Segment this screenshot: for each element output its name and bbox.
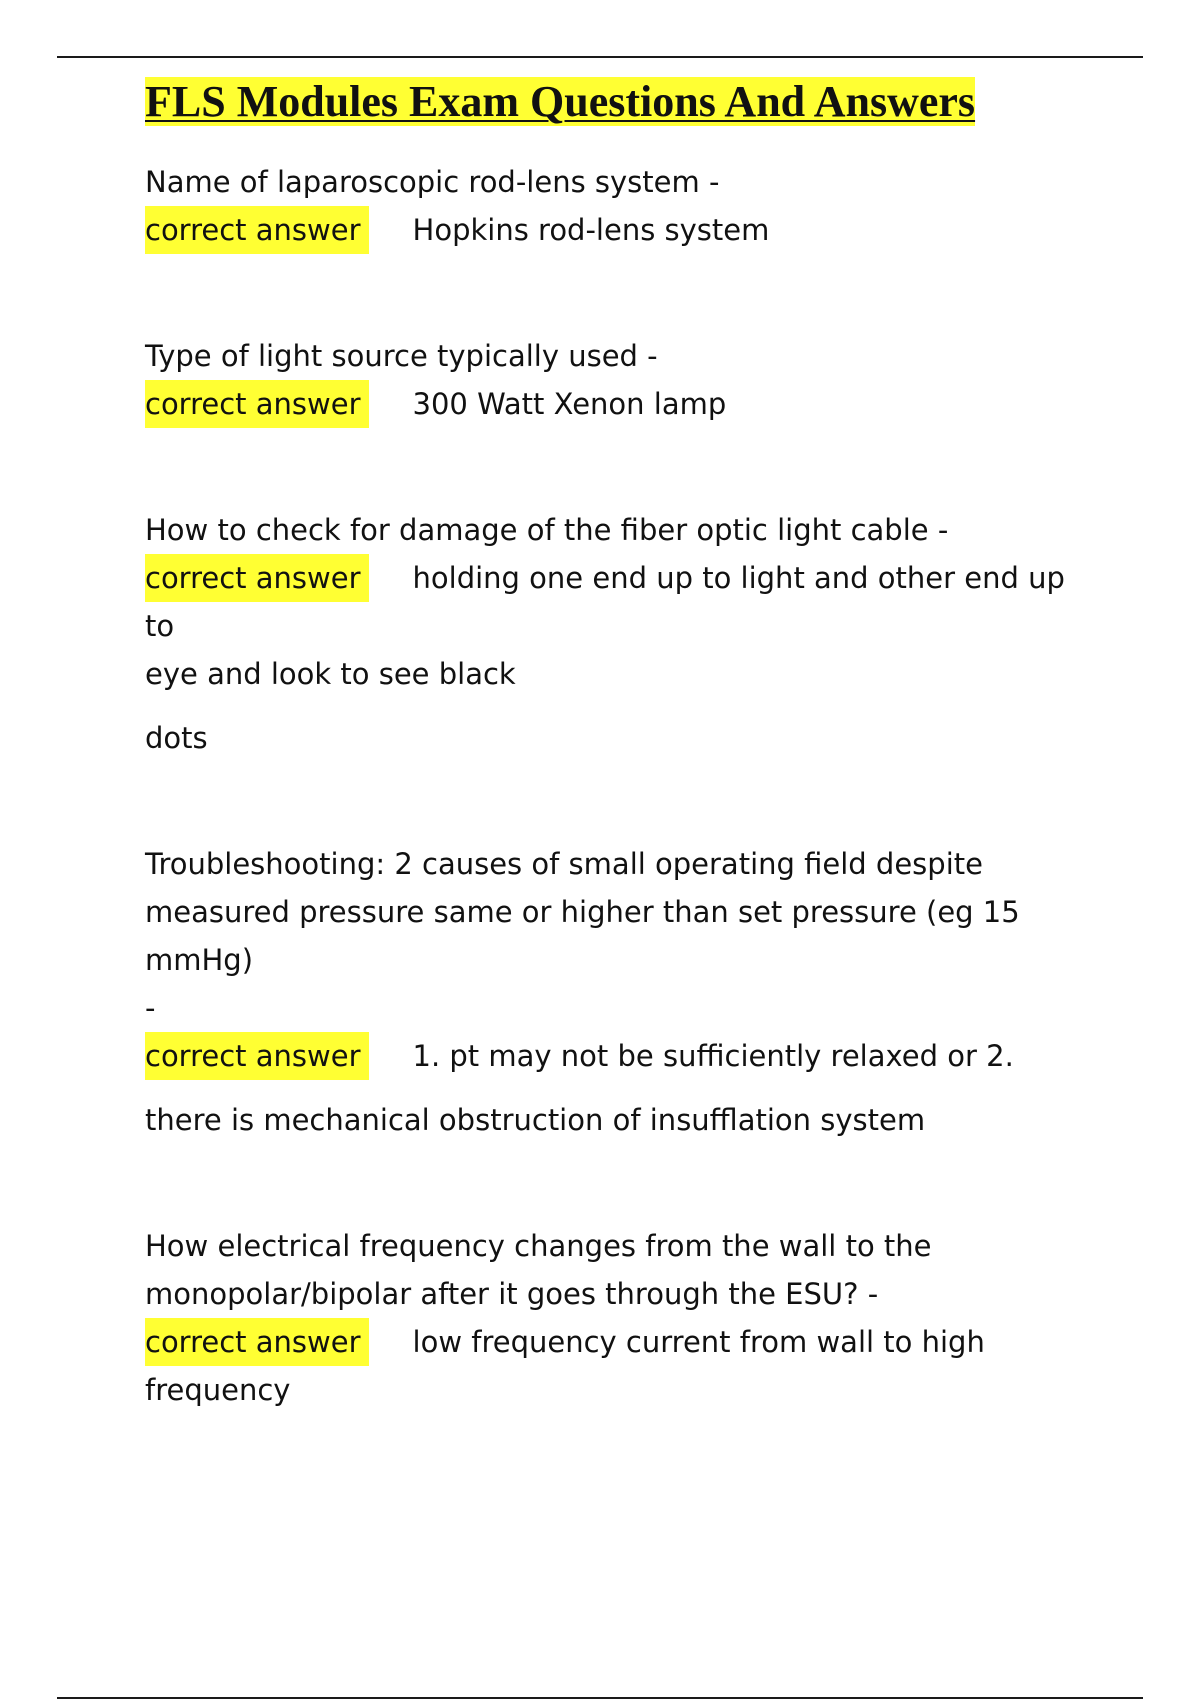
answer-line — [145, 206, 1085, 254]
question-line: Troubleshooting: 2 causes of small operating field despite — [145, 847, 983, 881]
answer-text: holding one end up to light and other end up to — [145, 561, 1065, 643]
qa-item-2 — [145, 332, 1085, 428]
document-body — [145, 72, 1085, 1414]
question-line: - — [145, 991, 156, 1025]
answer-continuation: frequency — [145, 1373, 291, 1407]
answer-text: Hopkins rod-lens system — [412, 213, 770, 247]
answer-line — [145, 554, 1085, 650]
answer-line — [145, 1032, 1085, 1080]
answer-paragraph: dots — [145, 721, 208, 755]
question-text: How to check for damage of the fiber optic light cable - — [145, 513, 949, 547]
bottom-rule — [57, 1697, 1143, 1699]
answer-text: low frequency current from wall to high — [412, 1325, 985, 1359]
answer-continuation: eye and look to see black — [145, 657, 516, 691]
answer-text: 300 Watt Xenon lamp — [412, 387, 727, 421]
question-line: measured pressure same or higher than set pressure (eg 15 mmHg) — [145, 895, 1020, 977]
top-rule — [57, 56, 1143, 58]
document-title — [145, 72, 1085, 132]
qa-item-3 — [145, 506, 1085, 762]
answer-line — [145, 1318, 1085, 1366]
qa-item-4 — [145, 840, 1085, 1144]
correct-answer-label: correct answer — [145, 206, 369, 254]
correct-answer-label: correct answer — [145, 1318, 369, 1366]
correct-answer-label: correct answer — [145, 1032, 369, 1080]
correct-answer-label: correct answer — [145, 380, 369, 428]
answer-text: 1. pt may not be sufficiently relaxed or 2. — [412, 1039, 1014, 1073]
question-line: monopolar/bipolar after it goes through the ESU? - — [145, 1277, 879, 1311]
question-text: Name of laparoscopic rod-lens system - — [145, 165, 720, 199]
document-title-text: FLS Modules Exam Questions And Answers — [145, 77, 976, 126]
correct-answer-label: correct answer — [145, 554, 369, 602]
qa-item-5 — [145, 1222, 1085, 1414]
question-text: Type of light source typically used - — [145, 339, 658, 373]
answer-paragraph: there is mechanical obstruction of insufflation system — [145, 1103, 926, 1137]
question-line: How electrical frequency changes from the wall to the — [145, 1229, 932, 1263]
answer-line — [145, 380, 1085, 428]
qa-item-1 — [145, 158, 1085, 254]
